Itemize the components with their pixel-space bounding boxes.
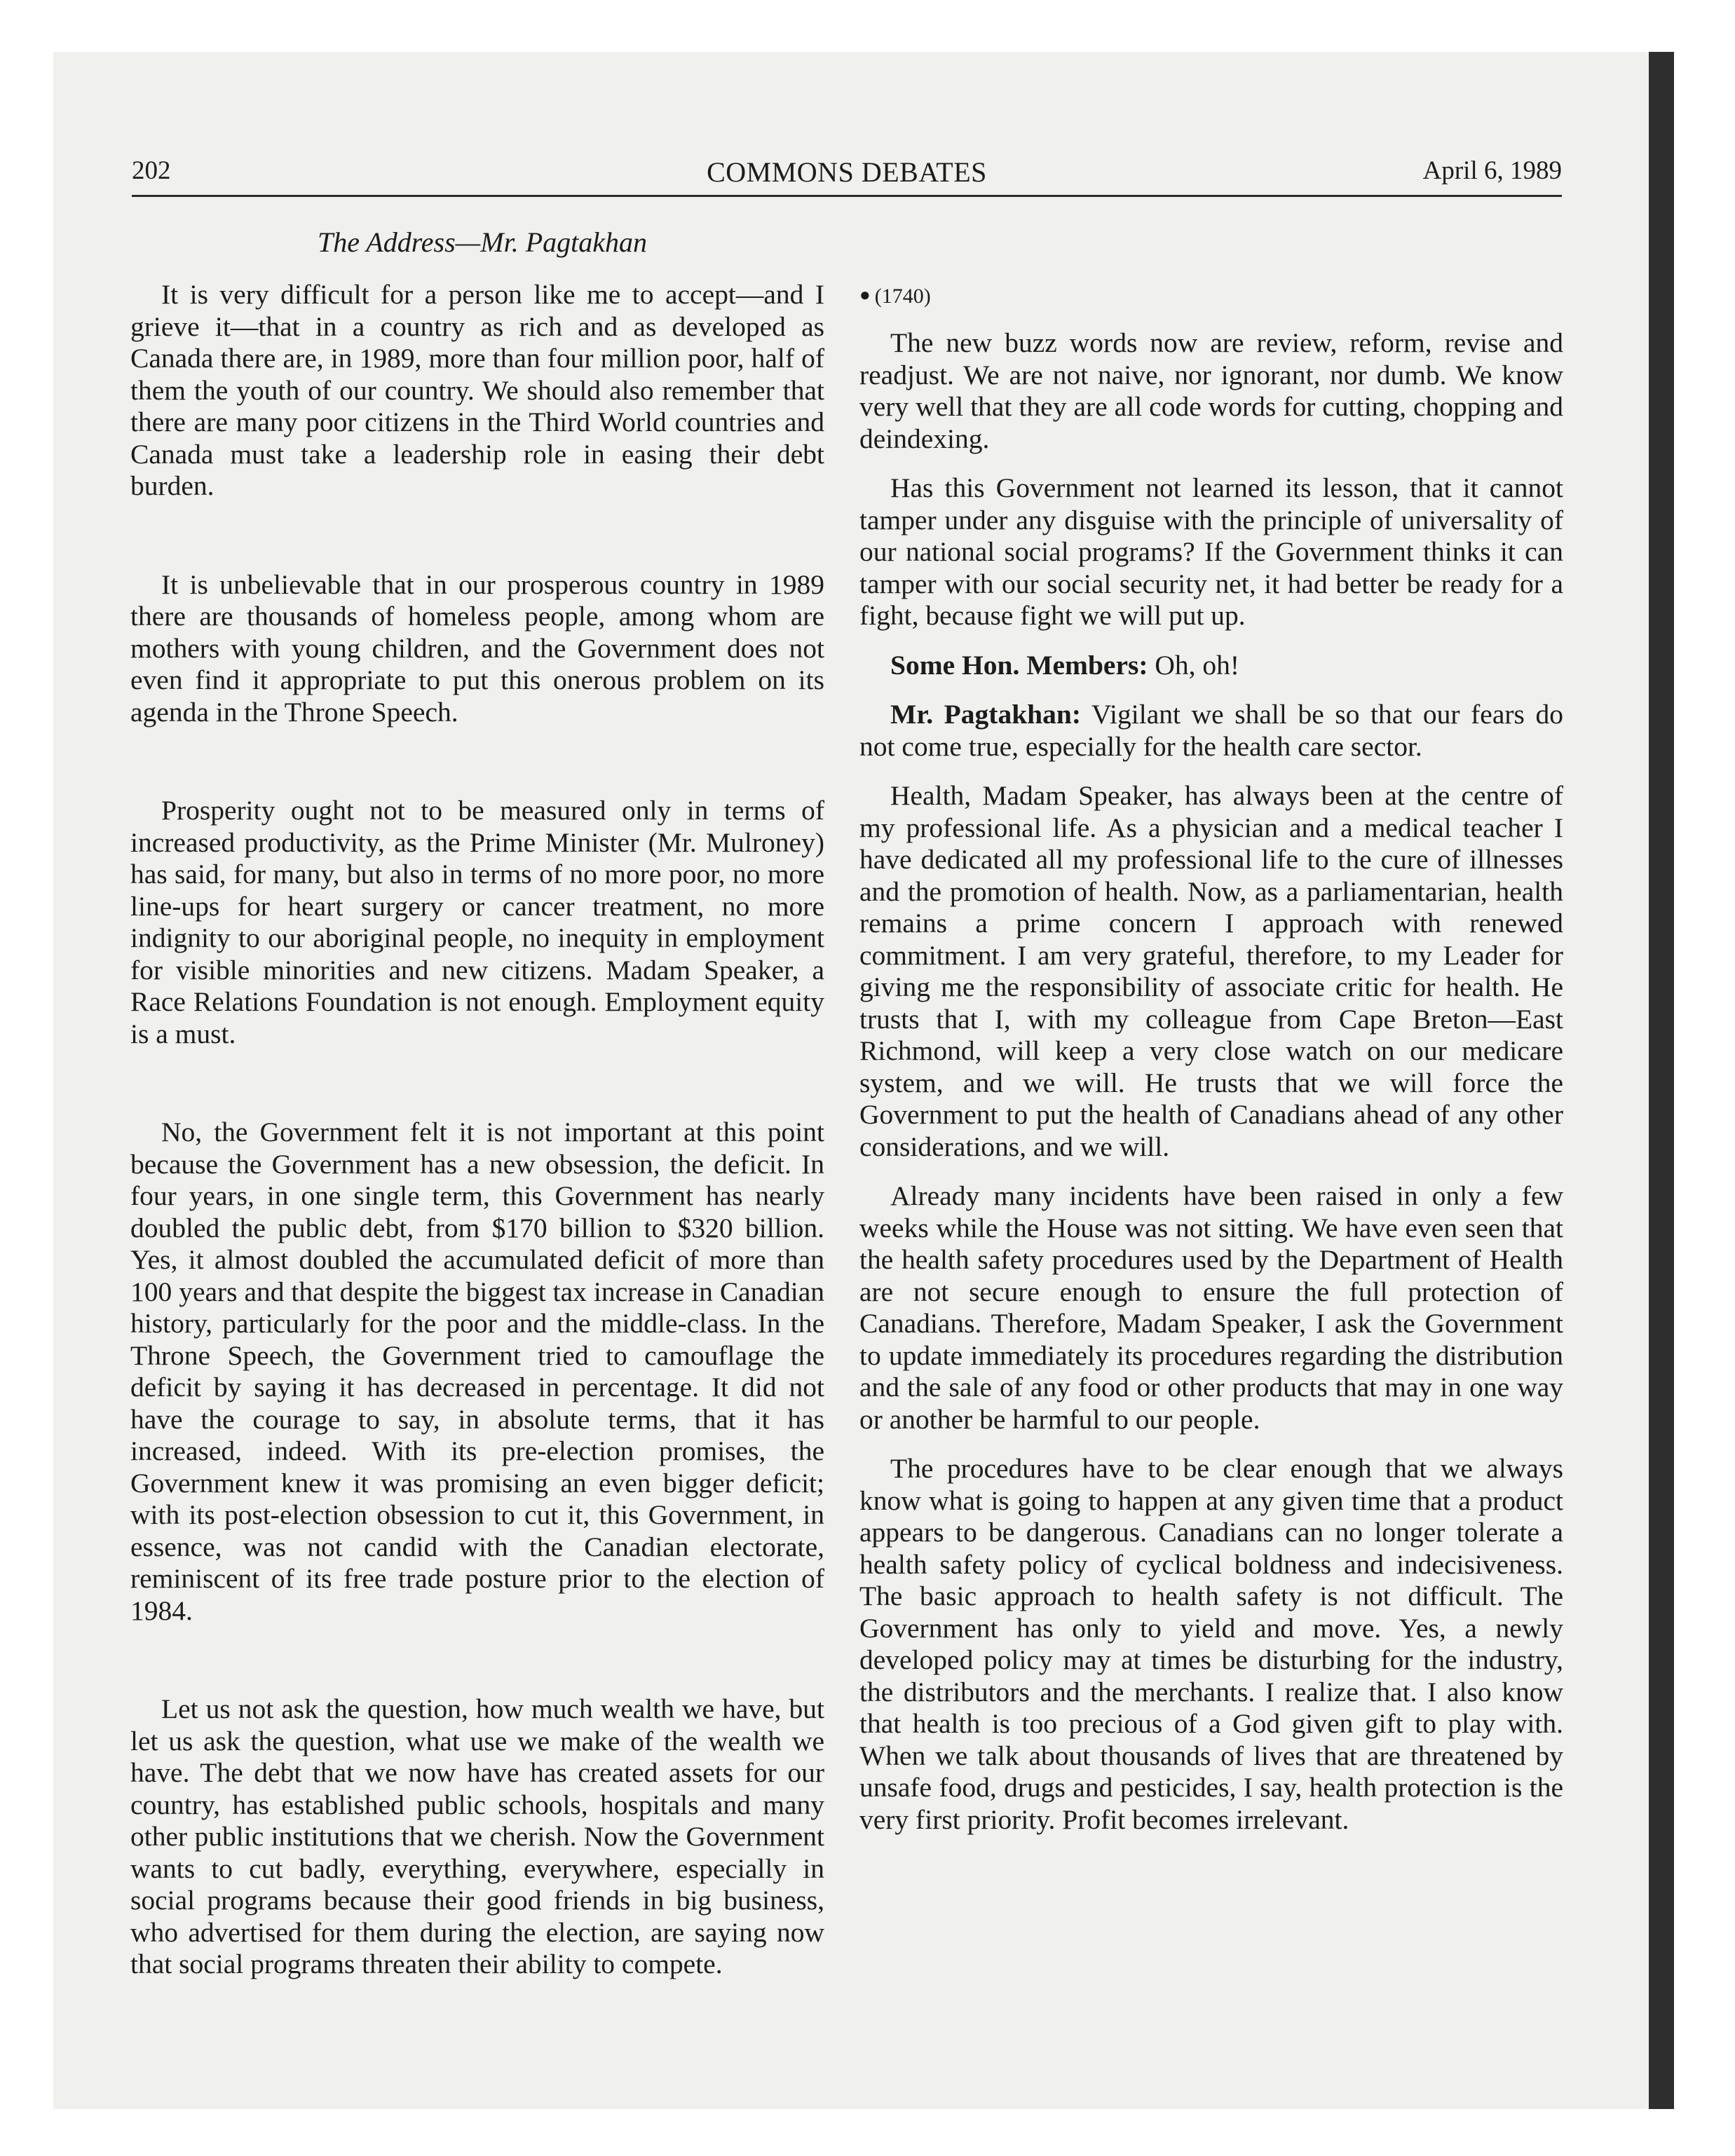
- time-stamp: (1740): [874, 285, 931, 308]
- paragraph: Already many incidents have been raised in only a few weeks while the House was not sitting. We have even seen that the health safety procedures used by the Department of Health are not secure enough to ensure the full protection of Canadians. Therefore, Madam Speaker, I ask the Government to update immediately its procedures regarding the distribution and the sale of any food or other products that may in one way or another be harmful to our people.: [859, 1180, 1563, 1435]
- paragraph: The procedures have to be clear enough that we always know what is going to happen at any given time that a product appears to be dangerous. Canadians can no longer tolerate a health safety policy of cyclical boldness and indecisiveness. The basic approach to health safety is not difficult. The Government has only to yield and move. Yes, a newly developed policy may at times be disturbing for the industry, the distributors and the merchants. I realize that. I also know that health is too precious of a God given gift to play with. When we talk about thousands of lives that are threatened by unsafe food, drugs and pesticides, I say, health protection is the very first priority. Profit becomes irrelevant.: [859, 1453, 1563, 1835]
- time-marker: [859, 279, 1563, 312]
- speech-text: Vigilant we shall be so that our fears do not come true, especially for the health care sector.: [859, 699, 1563, 762]
- paragraph: Has this Government not learned its lesson, that it cannot tamper under any disguise with the principle of universality of our national social programs? If the Government thinks it can tamper with our social security net, it had better be ready for a fight, because fight we will put up.: [859, 472, 1563, 631]
- paragraph: Health, Madam Speaker, has always been at the centre of my professional life. As a physician and a medical teacher I have dedicated all my professional life to the cure of illnesses and the promotion of health. Now, as a parliamentarian, health remains a prime concern I approach with renewed commitment. I am very grateful, therefore, to my Leader for giving me the responsibility of associate critic for health. He trusts that I, with my colleague from Cape Breton—East Richmond, will keep a very close watch on our medicare system, and we will. He trusts that we will force the Government to put the health of Canadians ahead of any other considerations, and we will.: [859, 780, 1563, 1162]
- paragraph: It is very difficult for a person like me to accept—and I grieve it—that in a country as rich and as developed as Canada there are, in 1989, more than four million poor, half of them the youth of our country. We should also remember that there are many poor citizens in the Third World countries and Canada must take a leadership role in easing their debt burden.: [130, 279, 824, 501]
- running-head: The Address—Mr. Pagtakhan: [318, 226, 647, 258]
- interjection: [859, 650, 1563, 682]
- journal-title: COMMONS DEBATES: [707, 156, 987, 188]
- right-column: [859, 279, 1563, 1853]
- scan-edge-shadow: [1649, 52, 1674, 2109]
- page-header: [132, 153, 1562, 197]
- paragraph: It is unbelievable that in our prosperous country in 1989 there are thousands of homeless people, among whom are mothers with young children, and the Government does not even find it appropriate to put this onerous problem on its agenda in the Throne Speech.: [130, 568, 824, 728]
- page-number: 202: [132, 156, 171, 185]
- bullet-icon: ●: [859, 285, 871, 305]
- paragraph: The new buzz words now are review, reform, revise and readjust. We are not naive, nor ignorant, nor dumb. We know very well that they are all code words for cutting, chopping and deindexing.: [859, 327, 1563, 454]
- speaker-label: Some Hon. Members:: [890, 649, 1148, 681]
- paragraph: Let us not ask the question, how much wealth we have, but let us ask the question, what use we make of the wealth we have. The debt that we now have has created assets for our country, has established public schools, hospitals and many other public institutions that we cherish. Now the Government wants to cut badly, everything, everywhere, especially in social programs because their good friends in big business, who advertised for them during the election, are saying now that social programs threaten their ability to compete.: [130, 1693, 824, 1979]
- speech: [859, 699, 1563, 763]
- issue-date: April 6, 1989: [1422, 156, 1562, 185]
- paragraph: Prosperity ought not to be measured only in terms of increased productivity, as the Prime Minister (Mr. Mulroney) has said, for many, but also in terms of no more poor, no more line-ups for heart surgery or cancer treatment, no more indignity to our aboriginal people, no inequity in employment for visible minorities and new citizens. Madam Speaker, a Race Relations Foundation is not enough. Employment equity is a must.: [130, 795, 824, 1049]
- interjection-text: Oh, oh!: [1155, 649, 1240, 681]
- speaker-label: Mr. Pagtakhan:: [890, 699, 1082, 730]
- left-column: [130, 279, 824, 2047]
- paragraph: No, the Government felt it is not important at this point because the Government has a new obsession, the deficit. In four years, in one single term, this Government has nearly doubled the public debt, from $170 billion to $320 billion. Yes, it almost doubled the accumulated deficit of more than 100 years and that despite the biggest tax increase in Canadian history, particularly for the poor and the middle-class. In the Throne Speech, the Government tried to camouflage the deficit by saying it has decreased in percentage. It did not have the courage to say, in absolute terms, that it has increased, indeed. With its pre-election promises, the Government knew it was promising an even bigger deficit; with its post-election obsession to cut it, this Government, in essence, was not candid with the Canadian electorate, reminiscent of its free trade posture prior to the election of 1984.: [130, 1117, 824, 1626]
